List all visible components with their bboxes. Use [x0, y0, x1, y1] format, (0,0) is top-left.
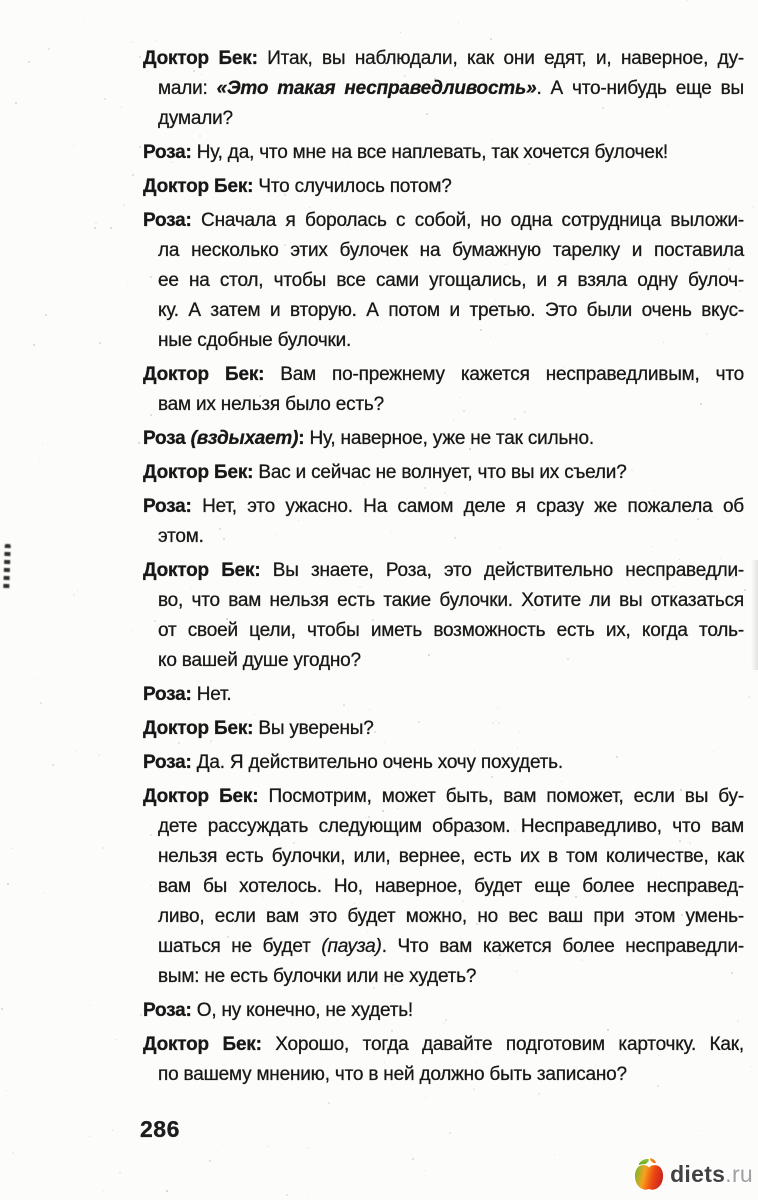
text-line [143, 44, 744, 74]
text-segment: : [298, 428, 305, 449]
dialogue-paragraph [143, 1030, 744, 1090]
text-segment: Что случилось потом? [253, 176, 452, 197]
text-segment: Ну, да, что мне на все наплевать, так хочется булочек! [191, 142, 668, 163]
speaker-name: Доктор Бек: [143, 560, 261, 581]
text-line [143, 1030, 744, 1060]
text-line [143, 172, 744, 202]
text-segment: этом. [158, 526, 204, 547]
text-segment: Вы уверены? [253, 718, 374, 739]
text-segment: шаться не будет [158, 936, 322, 957]
text-segment: Да. Я действительно очень хочу похудеть. [191, 752, 563, 773]
dialogue-paragraph [143, 206, 744, 356]
text-segment: О, ну конечно, не худеть! [191, 1000, 413, 1021]
text-segment: «Это такая несправедливость» [216, 78, 537, 99]
text-line [158, 842, 744, 872]
speaker-name: Роза: [143, 210, 192, 231]
dialogue-paragraph [143, 782, 744, 992]
speaker-name: Доктор Бек: [143, 462, 254, 483]
speaker-name: Доктор Бек: [143, 48, 258, 69]
text-segment: Нет. [191, 684, 232, 705]
text-segment: мали: [158, 78, 217, 99]
text-segment: Вас и сейчас не волнует, что вы их съели? [253, 462, 627, 483]
dialogue-paragraph [143, 492, 744, 552]
text-line [158, 390, 744, 420]
text-line [158, 74, 744, 104]
speaker-name: Роза: [143, 752, 192, 773]
text-segment: вым: не есть булочки или не худеть? [158, 966, 477, 987]
text-line [158, 1060, 744, 1090]
text-line [143, 748, 744, 778]
text-segment: Сначала я боролась с собой, но одна сотрудница выложи- [191, 210, 744, 231]
dialogue-paragraph [143, 556, 744, 676]
text-line [143, 996, 744, 1026]
text-segment: во, что вам нельзя есть такие булочки. Хотите ли вы отказаться [158, 590, 744, 611]
text-segment: Посмотрим, может быть, вам поможет, если вы бу- [258, 786, 744, 807]
speaker-name: Роза: [143, 1000, 192, 1021]
text-line [158, 104, 744, 134]
text-line [158, 266, 744, 296]
text-segment: ла несколько этих булочек на бумажную тарелку и поставила [158, 240, 744, 261]
text-line [143, 360, 744, 390]
text-line [158, 236, 744, 266]
text-line [143, 492, 744, 522]
text-line [158, 932, 744, 962]
text-segment: ку. А затем и вторую. А потом и третью. Это были очень вкус- [158, 300, 744, 321]
dialogue-paragraph [143, 172, 744, 202]
dialogue-paragraph [143, 714, 744, 744]
brand-domain-suffix: .ru [725, 1160, 753, 1187]
text-segment: Итак, вы наблюдали, как они едят, и, наверное, ду- [257, 48, 744, 69]
speaker-name: Доктор Бек: [143, 364, 265, 385]
text-line [158, 962, 744, 992]
text-line [143, 206, 744, 236]
text-segment: от своей цели, чтобы иметь возможность есть их, когда толь- [158, 620, 744, 641]
dialogue-paragraph [143, 458, 744, 488]
text-line [143, 782, 744, 812]
dialogue-text-block [143, 44, 744, 1094]
speaker-name: Доктор Бек: [143, 1034, 262, 1055]
text-line [143, 424, 744, 454]
watermark-brand-text [670, 1161, 753, 1188]
text-line [143, 556, 744, 586]
dialogue-paragraph [143, 680, 744, 710]
page-number: 286 [140, 1116, 180, 1142]
text-segment: нельзя есть булочки, или, вернее, есть их в том количестве, как [158, 846, 744, 867]
text-line [143, 138, 744, 168]
text-line [143, 458, 744, 488]
text-line [158, 326, 744, 356]
text-line [143, 714, 744, 744]
speaker-name: Доктор Бек: [143, 176, 254, 197]
text-segment: думали? [158, 108, 233, 129]
speaker-name: Роза: [143, 496, 192, 517]
text-line [158, 812, 744, 842]
text-line [158, 616, 744, 646]
text-line [158, 872, 744, 902]
text-line [158, 902, 744, 932]
text-segment: (пауза) [321, 936, 382, 957]
speaker-name: Роза: [143, 684, 192, 705]
dialogue-paragraph [143, 996, 744, 1026]
speaker-name: Доктор Бек: [143, 718, 254, 739]
text-segment: вам бы хотелось. Но, наверное, будет еще более несправед- [158, 876, 744, 897]
brand-name: diets [670, 1160, 726, 1187]
speaker-name: Доктор Бек: [143, 786, 259, 807]
apple-icon [632, 1155, 666, 1193]
text-segment: вам их нельзя было есть? [158, 394, 384, 415]
scan-artifact-left-edge [3, 544, 11, 590]
text-segment: ные сдобные булочки. [158, 330, 352, 351]
text-segment: . А что-нибудь еще вы [536, 78, 744, 99]
text-segment: Нет, это ужасно. На самом деле я сразу же пожалела об [191, 496, 744, 517]
text-segment: Хорошо, тогда давайте подготовим карточку. Как, [261, 1034, 744, 1055]
text-segment: по вашему мнению, что в ней должно быть записано? [158, 1064, 627, 1085]
dialogue-paragraph [143, 748, 744, 778]
text-segment: ливо, если вам это будет можно, но вес ваш при этом умень- [158, 906, 744, 927]
text-segment: ее на стол, чтобы все сами угощались, и я взяла одну булоч- [158, 270, 744, 291]
text-segment: (вздыхает) [190, 428, 299, 449]
text-segment: Вы знаете, Роза, это действительно несправедли- [260, 560, 745, 581]
diets-watermark [632, 1152, 753, 1196]
dialogue-paragraph [143, 424, 744, 454]
dialogue-paragraph [143, 360, 744, 420]
text-segment: Ну, наверное, уже не так сильно. [304, 428, 594, 449]
text-segment: дете рассуждать следующим образом. Несправедливо, что вам [158, 816, 744, 837]
text-line [143, 680, 744, 710]
dialogue-paragraph [143, 138, 744, 168]
text-line [158, 522, 744, 552]
scan-smudge-right-edge [751, 560, 758, 670]
text-segment: ко вашей душе угодно? [158, 650, 361, 671]
speaker-name: Роза [143, 428, 191, 449]
text-line [158, 646, 744, 676]
text-segment: . Что вам кажется более несправедли- [381, 936, 744, 957]
text-line [158, 586, 744, 616]
text-line [158, 296, 744, 326]
text-segment: Вам по-прежнему кажется несправедливым, что [264, 364, 744, 385]
dialogue-paragraph [143, 44, 744, 134]
speaker-name: Роза: [143, 142, 192, 163]
